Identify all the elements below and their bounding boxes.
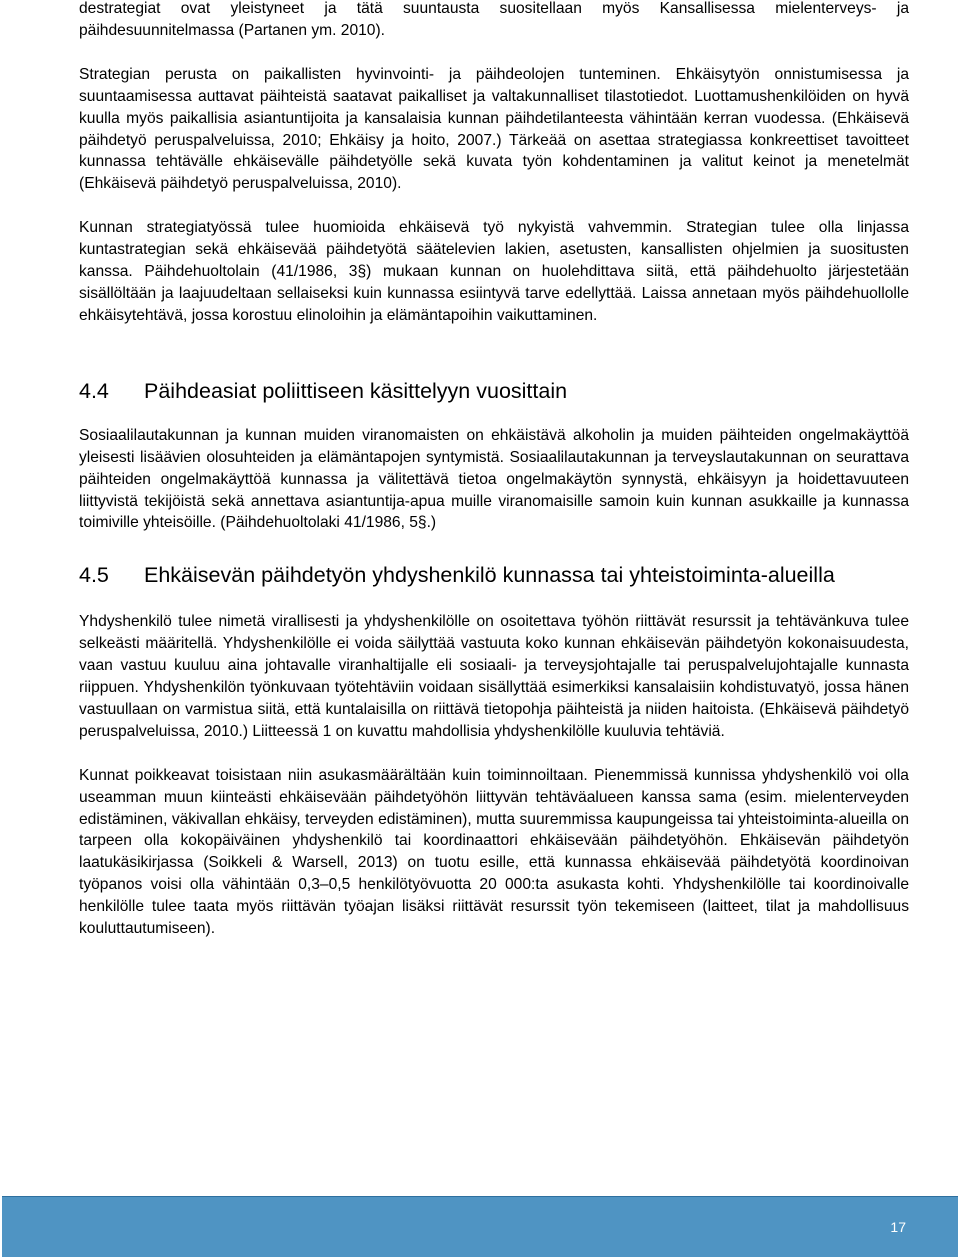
footer-band	[2, 1196, 958, 1257]
paragraph-section-4-4: Sosiaalilautakunnan ja kunnan muiden viranomaisten on ehkäistävä alkoholin ja muiden päihteiden ongelmakäyttöä yleisesti lisäävien olosuhteiden ja elämäntapojen syntymistä. Sosiaalilautakunnan ja terveyslautakunnan on seurattava päihteiden ongelmakäyttöä kunnassa ja välitettävä tietoa ongelmakäytön synnystä, ehkäisyyn ja hoidettavuuteen liittyvistä tekijöistä sekä annettava asiantuntija-apua muille viranomaisille samoin kuin kunnan asukkaille ja kunnassa toimiville yhteisöille. (Päihdehuoltolaki 41/1986, 5§.)	[79, 426, 909, 532]
section-heading-4-5	[79, 561, 909, 589]
section-title: Ehkäisevän päihdetyön yhdyshenkilö kunnassa tai yhteistoiminta-alueilla	[144, 563, 835, 588]
paragraph-contact-person: Yhdyshenkilö tulee nimetä virallisesti ja yhdyshenkilölle on osoitettava työhön riittävät resurssit ja tehtävänkuva tulee selkeästi määritellä. Yhdyshenkilölle ei voida säilyttää vastuuta koko kunnan ehkäisevän päihdetyön kokonaisuudesta, vaan vastuu kuuluu aina johtavalle viranhaltijalle eli sosiaali- ja terveysjohtajalle tai peruspalvelujohtajalle kunnasta riippuen. Yhdyshenkilön työnkuvaan työtehtäviin voidaan sisällyttää esimerkiksi kansalaisiin kohdistuvatyö, jossa hänen vastuullaan on varmistua siitä, että kuntalaisilla on riittävä tietopohja päihteistä ja niiden haitoista. (Ehkäisevä päihdetyö peruspalveluissa, 2010.) Liitteessä 1 on kuvattu mahdollisia yhdyshenkilölle kuuluvia tehtäviä.	[79, 613, 909, 740]
section-heading-4-4	[79, 377, 909, 405]
section-number: 4.5	[79, 563, 109, 588]
paragraph-intro-end: destrategiat ovat yleistyneet ja tätä suuntausta suositellaan myös Kansallisessa mielenterveys- ja päihdesuunnitelmassa (Partanen ym. 2010).	[79, 0, 909, 39]
document-body	[79, 0, 909, 940]
section-title: Päihdeasiat poliittiseen käsittelyyn vuosittain	[144, 378, 568, 403]
paragraph-strategy-basis: Strategian perusta on paikallisten hyvinvointi- ja päihdeolojen tunteminen. Ehkäisytyön onnistumisessa ja suuntaamisessa auttavat päihteistä saatavat paikalliset ja valtakunnalliset tilastotiedot. Luottamushenkilöiden on hyvä kuulla myös paikallisia asiantuntijoita ja kansalaisia kunnan päihdetilanteesta vähintään kerran vuodessa. (Ehkäisevä päihdetyö peruspalveluissa, 2010; Ehkäisy ja hoito, 2007.) Tärkeää on asettaa strategiassa konkreettiset tavoitteet kunnassa tehtävälle ehkäisevälle päihdetyölle sekä kuvata työn kohdentaminen ja valitut keinot ja menetelmät (Ehkäisevä päihdetyö peruspalveluissa, 2010).	[79, 65, 909, 193]
page-number: 17	[890, 1219, 906, 1235]
paragraph-municipal-differences: Kunnat poikkeavat toisistaan niin asukasmäärältään kuin toiminnoiltaan. Pienemmissä kunnissa yhdyshenkilö voi olla useamman muun kiinteästi ehkäisevään päihdetyöhön liittyvän tehtäväalueen kanssa sama (esim. mielenterveyden edistäminen, väkivallan ehkäisy, terveyden edistäminen), mutta suuremmissa kaupungeissa tai yhteistoiminta-alueilla on tarpeen olla kokopäiväinen yhdyshenkilö tai koordinaattori ehkäisevään päihdetyöhön. Ehkäisevän päihdetyön laatukäsikirjassa (Soikkeli & Warsell, 2013) on tuotu esille, että kunnassa ehkäisevää päihdetyötä koordinoivan työpanos voisi olla vähintään 0,3–0,5 henkilötyövuotta 20 000:ta asukasta kohti. Yhdyshenkilölle tai koordinoivalle henkilölle tulee taata myös riittävän työajan lisäksi riittävät resurssit työn tekemiseen (laitteet, tilat ja mahdollisuus kouluttautumiseen).	[79, 766, 909, 938]
paragraph-municipal-strategy: Kunnan strategiatyössä tulee huomioida ehkäisevä työ nykyistä vahvemmin. Strategian tulee olla linjassa kuntastrategian sekä ehkäisevää päihdetyötä säätelevien lakien, asetusten, kansallisten ohjelmien ja suositusten kanssa. Päihdehuoltolain (41/1986, 3§) mukaan kunnan on huolehdittava siitä, että päihdehuolto järjestetään sisällöltään ja laajuudeltaan sellaiseksi kuin kunnassa esiintyvä tarve edellyttää. Laissa annetaan myös päihdehuollolle ehkäisytehtävä, jossa korostuu elinoloihin ja elämäntapoihin vaikuttaminen.	[79, 219, 909, 324]
section-number: 4.4	[79, 378, 109, 403]
